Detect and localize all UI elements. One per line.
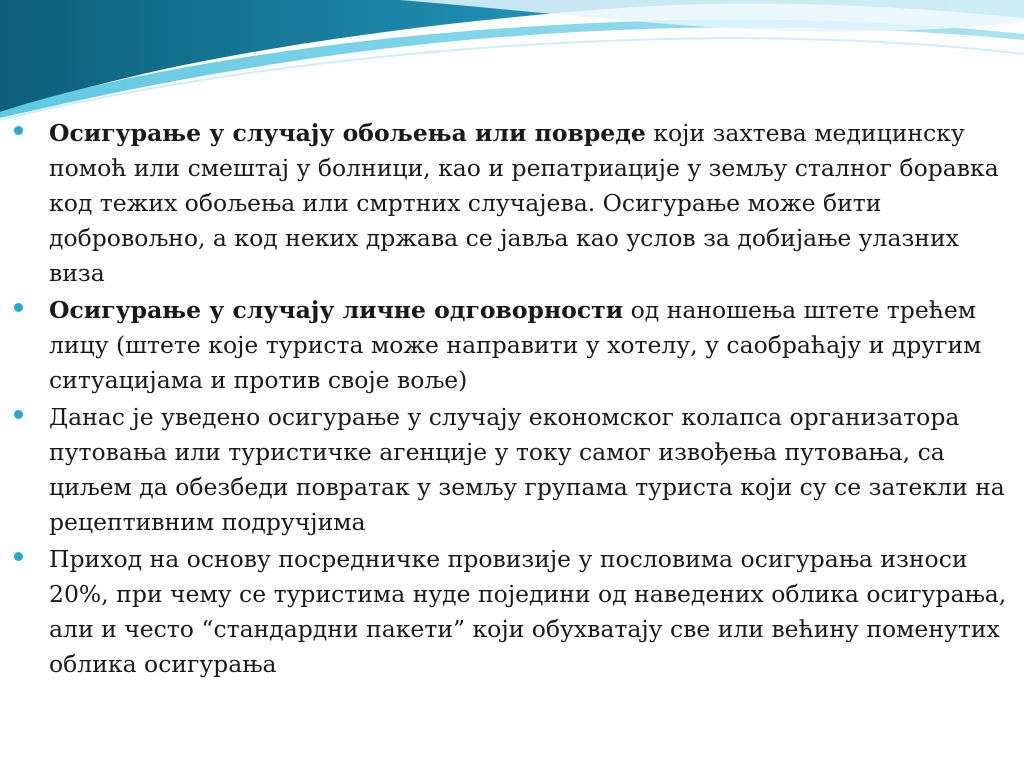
- bullet-dot-icon: [14, 552, 23, 561]
- bullet-list: [14, 116, 1014, 682]
- bullet-item: [14, 400, 1014, 540]
- bullet-text: који захтева медицинску помоћ или смештај у болници, као и репатриације у земљу сталног боравка код тежих обољења или смртних случајева. Осигурање може бити добровољно, а код неких држава се јавља као услов за добијање улазних виза: [49, 119, 999, 287]
- bullet-bold-text: Осигурање у случају обољења или повреде: [49, 119, 646, 147]
- bullet-text: Данас је уведено осигурање у случају економског колапса организатора путовања или туристичке агенције у току самог извођења путовања, са циљем да обезбеди повратак у земљу групама туриста који су се затекли на рецептивним подручјима: [49, 403, 1005, 536]
- bullet-dot-icon: [14, 303, 23, 312]
- bullet-dot-icon: [14, 410, 23, 419]
- bullet-text: Приход на основу посредничке провизије у пословима осигурања износи 20%, при чему се туристима нуде поједини од наведених облика осигурања, али и често “стандардни пакети” који обухватају све или већину поменутих облика осигурања: [49, 545, 1007, 678]
- slide-content: [14, 116, 1014, 684]
- bullet-text: од наношења штете трећем лицу (штете које туриста може направити у хотелу, у саобраћају и другим ситуацијама и против своје воље): [49, 296, 982, 394]
- bullet-item: [14, 542, 1014, 682]
- bullet-bold-text: Осигурање у случају личне одговорности: [49, 296, 624, 324]
- bullet-item: [14, 116, 1014, 291]
- bullet-dot-icon: [14, 126, 23, 135]
- bullet-item: [14, 293, 1014, 398]
